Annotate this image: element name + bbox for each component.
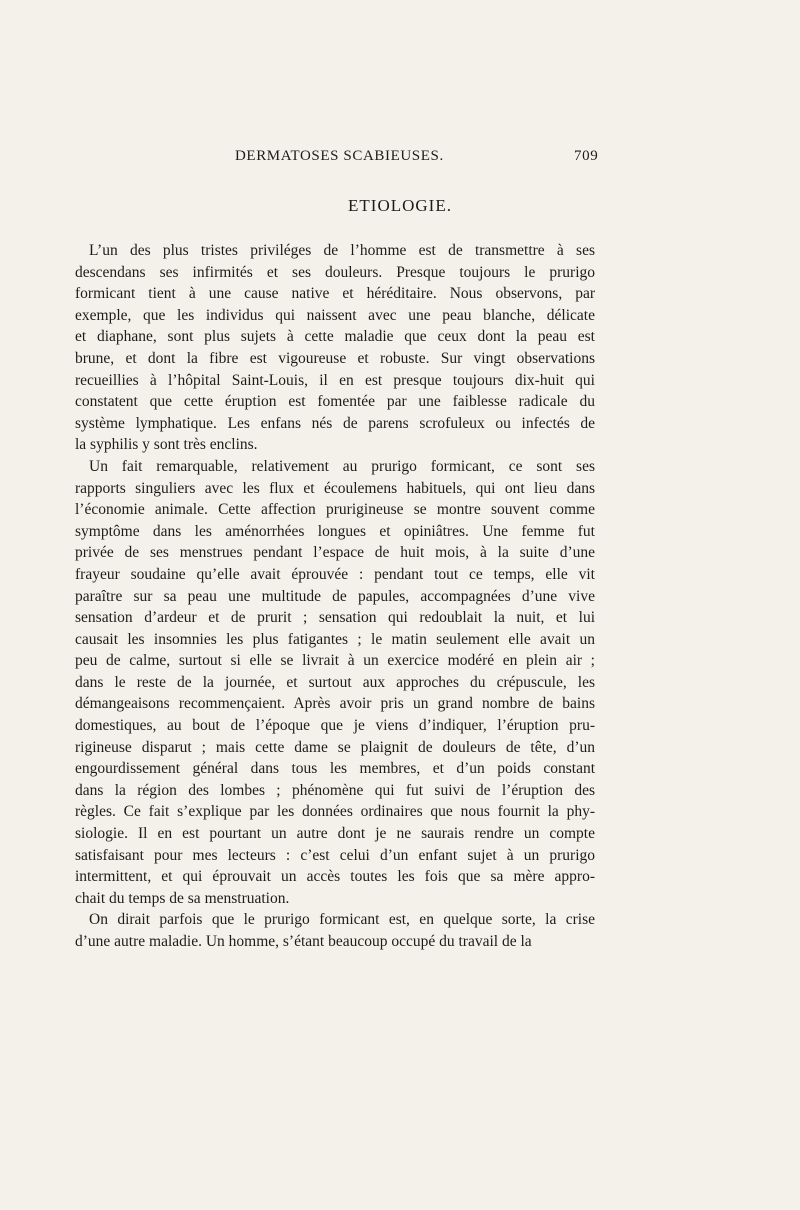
text-line: Un fait remarquable, relativement au prurigo formicant, ce sont ses	[89, 457, 595, 475]
text-line: descendans ses infirmités et ses douleurs. Presque toujours le prurigo	[75, 263, 595, 281]
text-line: et diaphane, sont plus sujets à cette maladie que ceux dont la peau est	[75, 328, 595, 346]
text-line: intermittent, et qui éprouvait un accès toutes les fois que sa mère appro-	[75, 868, 595, 886]
section-title: ETIOLOGIE.	[348, 196, 452, 215]
text-line: engourdissement général dans tous les membres, et d’un poids constant	[75, 760, 595, 778]
text-line: paraître sur sa peau une multitude de papules, accompagnées d’une vive	[75, 587, 595, 605]
text-line: rapports singuliers avec les flux et écoulemens habituels, qui ont lieu dans	[75, 479, 595, 497]
text-line: chait du temps de sa menstruation.	[75, 889, 290, 907]
text-line: symptôme dans les aménorrhées longues et opiniâtres. Une femme fut	[75, 522, 595, 540]
text-line: exemple, que les individus qui naissent avec une peau blanche, délicate	[75, 306, 595, 324]
text-line: la syphilis y sont très enclins.	[75, 436, 258, 454]
text-line: satisfaisant pour mes lecteurs : c’est celui d’un enfant sujet à un prurigo	[75, 846, 595, 864]
text-line: formicant tient à une cause native et héréditaire. Nous observons, par	[75, 285, 595, 303]
text-line: dans la région des lombes ; phénomène qui fut suivi de l’éruption des	[75, 781, 595, 799]
text-line: constatent que cette éruption est fomentée par une faiblesse radicale du	[75, 393, 595, 411]
text-line: domestiques, au bout de l’époque que je viens d’indiquer, l’éruption pru-	[75, 717, 595, 735]
text-line: démangeaisons recommençaient. Après avoir pris un grand nombre de bains	[75, 695, 595, 713]
body-text	[75, 240, 595, 953]
text-line: brune, et dont la fibre est vigoureuse et robuste. Sur vingt observations	[75, 349, 595, 367]
text-line: dans le reste de la journée, et surtout aux approches du crépuscule, les	[75, 673, 595, 691]
text-line: causait les insomnies les plus fatigantes ; le matin seulement elle avait un	[75, 630, 595, 648]
text-line: l’économie animale. Cette affection prurigineuse se montre souvent comme	[75, 501, 595, 519]
text-line: sensation d’ardeur et de prurit ; sensation qui redoublait la nuit, et lui	[75, 609, 595, 627]
page-number: 709	[574, 148, 599, 164]
running-head	[0, 148, 800, 170]
text-line: siologie. Il en est pourtant un autre dont je ne saurais rendre un compte	[75, 825, 595, 843]
text-line: frayeur soudaine qu’elle avait éprouvée : pendant tout ce temps, elle vit	[75, 565, 595, 583]
text-line: rigineuse disparut ; mais cette dame se plaignit de douleurs de tête, d’un	[75, 738, 595, 756]
text-line: d’une autre maladie. Un homme, s’étant beaucoup occupé du travail de la	[75, 933, 532, 950]
running-title: DERMATOSES SCABIEUSES.	[235, 148, 444, 164]
text-line: recueillies à l’hôpital Saint-Louis, il en est presque toujours dix-huit qui	[75, 371, 595, 389]
text-line: peu de calme, surtout si elle se livrait à un exercice modéré en plein air ;	[75, 652, 595, 670]
text-line: On dirait parfois que le prurigo formicant est, en quelque sorte, la crise	[89, 911, 595, 929]
text-line: L’un des plus tristes priviléges de l’homme est de transmettre à ses	[89, 242, 595, 259]
text-line: règles. Ce fait s’explique par les données ordinaires que nous fournit la phy-	[75, 803, 595, 821]
text-line: système lymphatique. Les enfans nés de parens scrofuleux ou infectés de	[75, 414, 595, 432]
text-line: privée de ses menstrues pendant l’espace de huit mois, à la suite d’une	[75, 544, 595, 562]
